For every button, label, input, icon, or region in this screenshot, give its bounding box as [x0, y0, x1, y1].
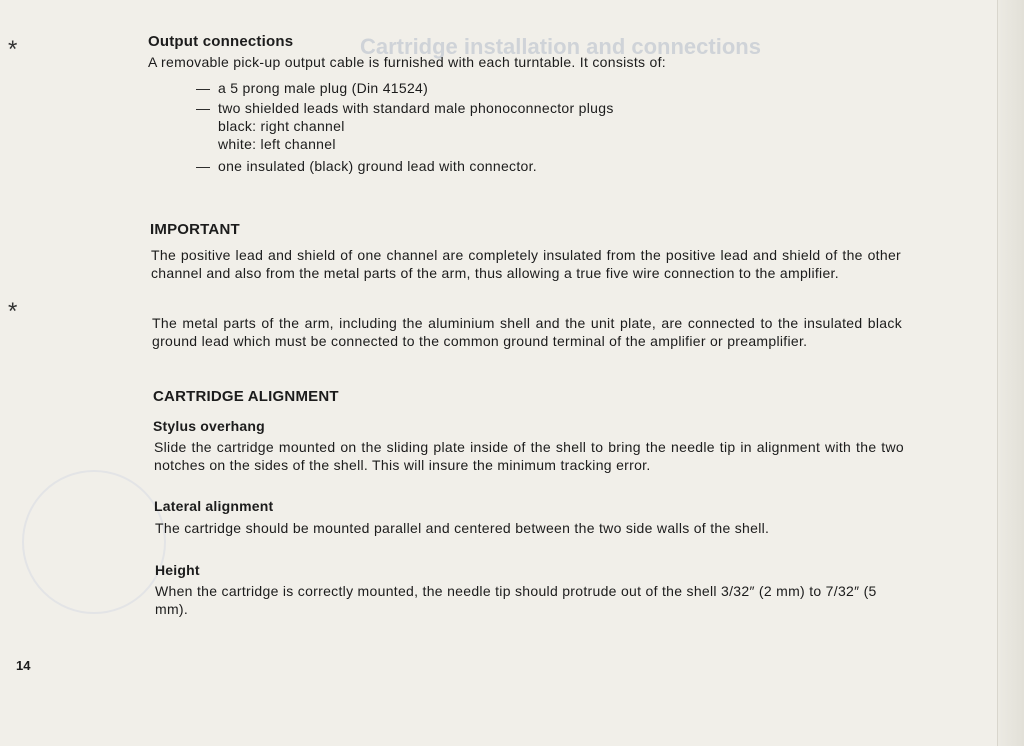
height-text: When the cartridge is correctly mounted, the needle tip should protrude out of the shell 3/32″ (2 mm) to 7/32″ (5 mm). — [155, 583, 877, 617]
list-sub-item: black: right channel — [218, 118, 345, 134]
output-connections-heading: Output connections — [148, 33, 294, 50]
important-paragraph-2: The metal parts of the arm, including the aluminium shell and the unit plate, are connected to the insulated black ground lead which must be connected to the common ground terminal of the amplifier or preamplifier. — [152, 315, 902, 349]
lateral-alignment-heading: Lateral alignment — [154, 498, 274, 514]
list-sub-item: white: left channel — [218, 136, 336, 152]
stylus-overhang-heading: Stylus overhang — [153, 418, 265, 434]
cartridge-alignment-heading: CARTRIDGE ALIGNMENT — [153, 388, 339, 405]
show-through-heading: Cartridge installation and connections — [360, 34, 761, 59]
list-item: — two shielded leads with standard male phonoconnector plugs — [196, 100, 614, 116]
page-number: 14 — [16, 658, 31, 673]
height-heading: Height — [155, 562, 200, 578]
show-through-diagram — [22, 470, 166, 614]
output-items-list — [196, 79, 614, 175]
important-heading: IMPORTANT — [150, 221, 240, 238]
important-paragraph-1: The positive lead and shield of one channel are completely insulated from the positive lead and shield of the other channel and also from the metal parts of the arm, thus allowing a true five wire connection to the amplifier. — [151, 247, 901, 281]
stylus-overhang-text: Slide the cartridge mounted on the sliding plate inside of the shell to bring the needle tip in alignment with the two notches on the sides of the shell. This will insure the minimum tracking error. — [154, 439, 904, 473]
list-item: — one insulated (black) ground lead with connector. — [196, 158, 538, 174]
lateral-alignment-text: The cartridge should be mounted parallel and centered between the two side walls of the shell. — [155, 520, 770, 536]
margin-asterisk-1: * — [8, 36, 18, 63]
output-intro-text: A removable pick-up output cable is furnished with each turntable. It consists of: — [148, 54, 666, 70]
margin-asterisk-2: * — [8, 298, 18, 325]
page-edge — [997, 0, 1024, 746]
list-item: — a 5 prong male plug (Din 41524) — [196, 80, 429, 96]
